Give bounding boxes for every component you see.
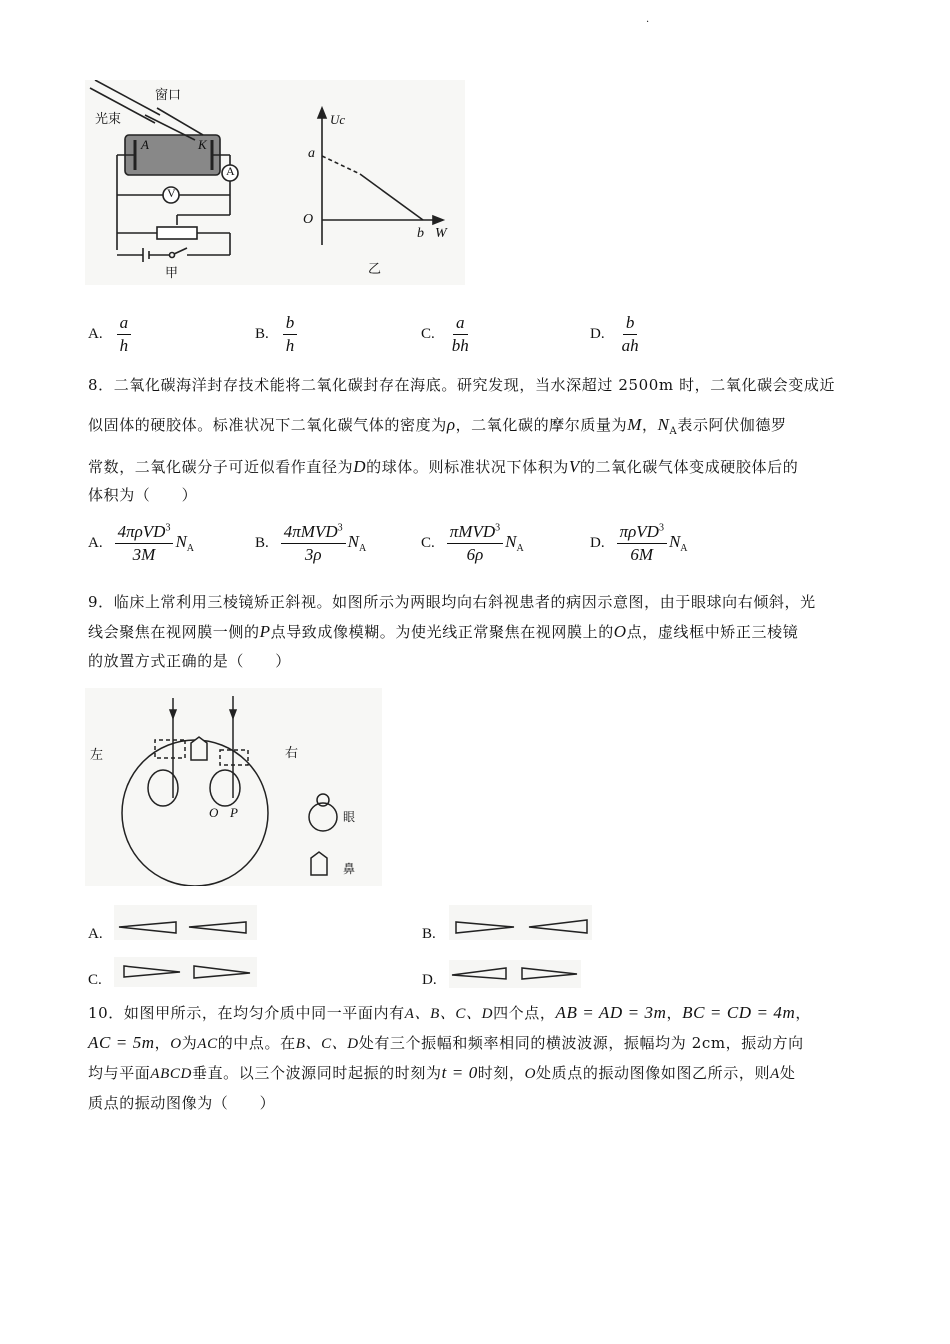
equation: AB = AD = 3m <box>555 1003 667 1022</box>
q10-line-3 <box>88 1062 795 1083</box>
avogadro-n: N <box>657 415 670 434</box>
plane-abcd: ABCD <box>150 1066 192 1082</box>
exponent: 3 <box>495 522 501 534</box>
numerator: πρVD <box>619 522 659 541</box>
option-label: A. <box>88 926 103 942</box>
prism-pair-a-icon <box>114 905 257 940</box>
q7-option-d[interactable] <box>590 313 644 356</box>
option-label: A. <box>88 534 103 551</box>
intercept-b-label: b <box>417 226 424 241</box>
numerator: a <box>117 313 132 335</box>
denominator: 6M <box>630 545 654 564</box>
header-mark: . <box>646 14 650 25</box>
point-p: P <box>259 622 271 641</box>
denominator: ah <box>621 336 639 355</box>
text: 的中点。在 <box>217 1034 296 1052</box>
text: ， <box>795 1004 812 1022</box>
option-label: C. <box>421 534 435 551</box>
text: 时刻， <box>477 1064 525 1082</box>
point-p-label: P <box>230 805 238 820</box>
nose-legend: 鼻 <box>343 862 356 876</box>
text: ，二氧化碳的摩尔质量为 <box>455 416 628 434</box>
text: 的球体。则标准状况下体积为 <box>366 458 569 476</box>
numerator: 4πρVD <box>117 522 166 541</box>
intercept-a-label: a <box>308 146 315 161</box>
q8-line-2 <box>88 414 787 437</box>
numerator: b <box>283 313 298 335</box>
prism-pair-d-icon <box>449 960 581 988</box>
numerator: 4πMVD <box>283 522 338 541</box>
text: 四个点， <box>493 1004 556 1022</box>
q7-option-c[interactable] <box>421 313 474 356</box>
exponent: 3 <box>658 522 664 534</box>
option-label: D. <box>590 534 605 551</box>
left-label: 左 <box>90 748 104 763</box>
q9-option-d[interactable] <box>422 972 437 989</box>
subscript: A <box>680 542 688 554</box>
subscript: A <box>669 426 678 437</box>
denominator: h <box>285 336 295 355</box>
text: 垂直。以三个波源同时起振的时刻为 <box>191 1064 442 1082</box>
anode-label: A <box>141 137 149 152</box>
q7-figure <box>85 80 465 285</box>
q7-option-a[interactable] <box>88 313 133 356</box>
figure-jia-caption: 甲 <box>165 266 179 281</box>
text: 似固体的硬胶体。标准状况下二氧化碳气体的密度为 <box>88 416 447 434</box>
avogadro-n: N <box>505 531 517 551</box>
q8-line-3 <box>88 456 798 477</box>
equation: BC = CD = 4m <box>682 1003 796 1022</box>
q9-option-c[interactable] <box>88 972 102 989</box>
exponent: 3 <box>165 522 171 534</box>
text: 表示阿伏伽德罗 <box>677 416 787 434</box>
q8-option-a[interactable] <box>88 522 194 565</box>
q10-line-1 <box>88 1002 811 1023</box>
subscript: A <box>358 542 367 554</box>
eye-diagram <box>85 688 382 886</box>
subscript: A <box>186 542 195 554</box>
avogadro-n: N <box>668 531 681 551</box>
text: 处质点的振动图像如图乙所示，则 <box>536 1064 771 1082</box>
text: 的二氧化碳气体变成硬胶体后的 <box>579 458 799 476</box>
avogadro-n: N <box>347 531 359 551</box>
var-d: D <box>353 457 367 476</box>
numerator: πMVD <box>449 522 496 541</box>
prism-pair-c-icon <box>114 957 257 987</box>
text: 点导致成像模糊。为使光线正常聚焦在视网膜上的 <box>270 623 614 641</box>
q8-line-1: 8．二氧化碳海洋封存技术能将二氧化碳封存在海底。研究发现，当水深超过 2500m 时，二氧化碳会变成近 <box>88 376 836 394</box>
text: 点，虚线框中矫正三棱镜 <box>626 623 799 641</box>
text: ， <box>666 1004 683 1022</box>
denominator: 6ρ <box>466 545 484 564</box>
text: 处 <box>779 1064 796 1082</box>
text: 为 <box>181 1034 198 1052</box>
q8-line-4: 体积为（ ） <box>88 486 198 504</box>
text: 常数，二氧化碳分子可近似看作直径为 <box>88 458 354 476</box>
q8-option-c[interactable] <box>421 522 524 565</box>
q10-line-4: 质点的振动图像为（ ） <box>88 1094 276 1112</box>
denominator: h <box>119 336 129 355</box>
point-o: O <box>613 622 627 641</box>
option-label: B. <box>422 926 436 942</box>
time-zero: t = 0 <box>441 1063 478 1082</box>
text: 均与平面 <box>88 1064 151 1082</box>
q10-line-2 <box>88 1032 804 1053</box>
voltmeter-label: V <box>167 186 176 200</box>
strabismus-figure <box>85 688 382 886</box>
q9-line-1: 9．临床上常利用三棱镜矫正斜视。如图所示为两眼均向右斜视患者的病因示意图，由于眼球向右倾斜，光 <box>88 593 816 611</box>
prism-pair-b-icon <box>449 905 592 940</box>
text: ， <box>154 1034 171 1052</box>
cathode-label: K <box>198 137 207 152</box>
q9-option-a[interactable] <box>88 926 103 943</box>
var-m: M <box>627 415 642 434</box>
point-o: O <box>170 1036 182 1052</box>
eye-legend: 眼 <box>343 810 356 824</box>
exponent: 3 <box>337 522 343 534</box>
point-o: O <box>524 1066 537 1082</box>
q8-option-b[interactable] <box>255 522 366 565</box>
option-label: B. <box>255 325 269 342</box>
q8-option-d[interactable] <box>590 522 688 565</box>
ammeter-label: A <box>226 164 235 178</box>
numerator: a <box>453 313 468 335</box>
x-axis-label: W <box>435 226 447 241</box>
denominator: 3ρ <box>304 545 322 564</box>
equation: AC = 5m <box>88 1033 155 1052</box>
option-label: C. <box>88 972 102 988</box>
option-label: C. <box>421 325 435 342</box>
option-label: B. <box>255 534 269 551</box>
photoelectric-circuit-diagram <box>85 80 465 285</box>
denominator: 3M <box>132 545 156 564</box>
q9-option-b[interactable] <box>422 926 436 943</box>
text: 处有三个振幅和频率相同的横波波源，振幅均为 2cm，振动方向 <box>358 1034 804 1052</box>
rho: ρ <box>446 415 456 434</box>
point-o-label: O <box>209 805 219 820</box>
q7-option-b[interactable] <box>255 313 299 356</box>
right-label: 右 <box>285 746 299 761</box>
q9-line-2 <box>88 621 798 642</box>
y-axis-label: Uc <box>330 112 346 127</box>
option-label: D. <box>422 972 437 988</box>
points: A、B、C、D <box>404 1006 494 1022</box>
q9-line-3: 的放置方式正确的是（ ） <box>88 652 291 670</box>
segment-ac: AC <box>197 1036 218 1052</box>
text: 线会聚焦在视网膜一侧的 <box>88 623 260 641</box>
subscript: A <box>516 542 524 554</box>
var-v: V <box>568 457 580 476</box>
denominator: bh <box>451 336 469 355</box>
text: ， <box>641 416 658 434</box>
numerator: b <box>623 313 638 335</box>
sources: B、C、D <box>295 1036 359 1052</box>
beam-label: 光束 <box>95 112 122 127</box>
window-label: 窗口 <box>155 88 182 103</box>
figure-yi-caption: 乙 <box>368 262 382 277</box>
point-a: A <box>770 1066 780 1082</box>
avogadro-n: N <box>175 531 187 551</box>
option-label: A. <box>88 325 103 342</box>
origin-label: O <box>303 212 314 227</box>
option-label: D. <box>590 325 605 342</box>
text: 10．如图甲所示，在均匀介质中同一平面内有 <box>88 1004 405 1022</box>
